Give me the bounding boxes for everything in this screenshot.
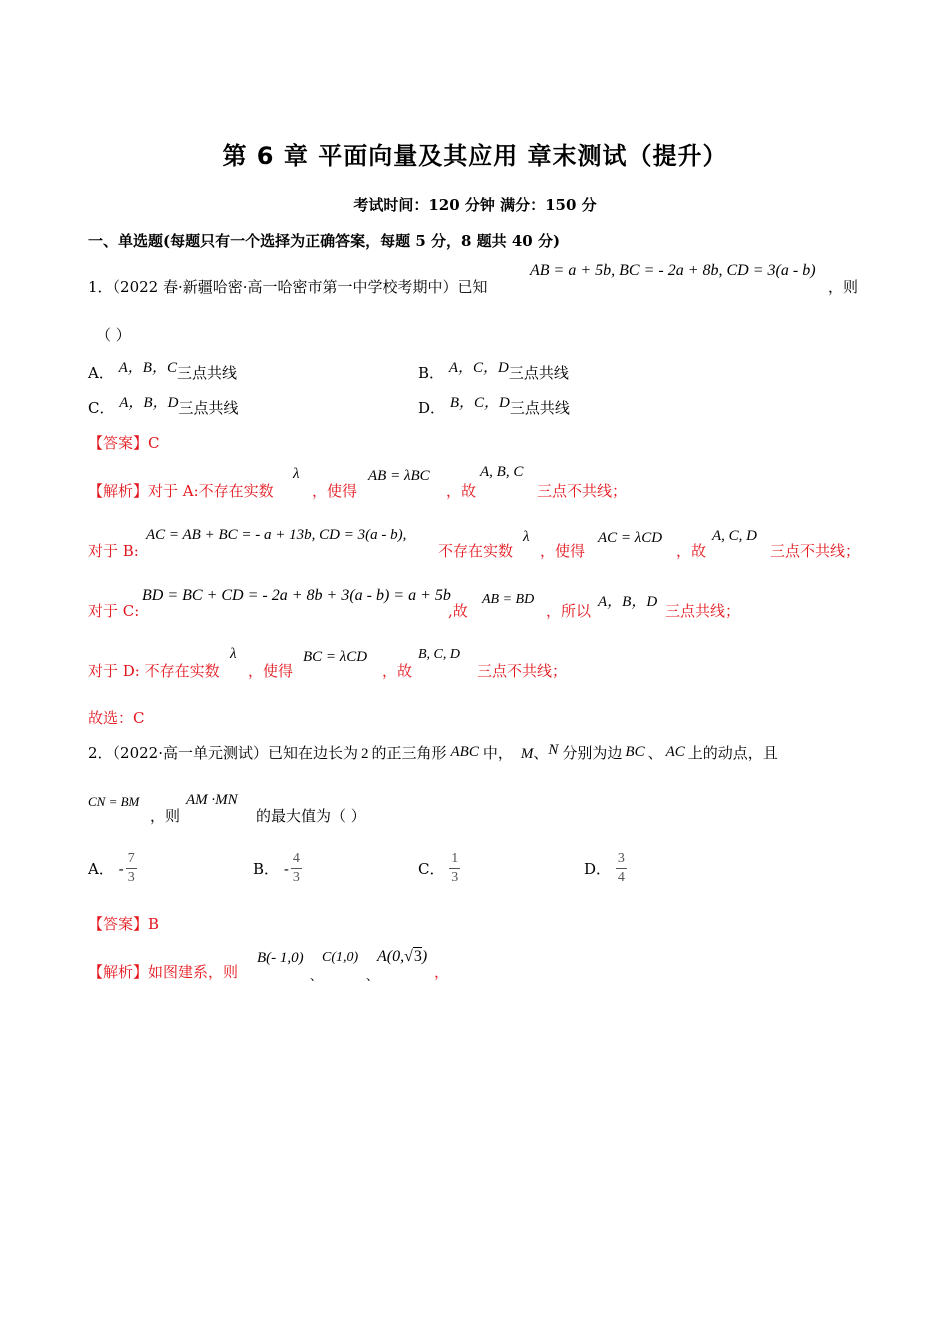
q1-source: （2022 春·新疆哈密·高一哈密市第一中学校考期中）已知 bbox=[112, 278, 488, 296]
q2-option-c-num: 1 bbox=[449, 850, 460, 869]
lambda-symbol: λ bbox=[293, 466, 300, 482]
q2-option-d bbox=[584, 850, 627, 887]
q2-option-b bbox=[253, 850, 302, 887]
q1-option-d-text: 三点共线 bbox=[509, 399, 570, 417]
q1-number: 1． bbox=[88, 278, 113, 296]
q2-option-b-label: B． bbox=[253, 860, 280, 878]
q2-stem bbox=[88, 742, 778, 763]
analysis-b-end: 三点不共线； bbox=[770, 542, 861, 560]
q2-text1: （2022·高一单元测试）已知在边长为 bbox=[112, 744, 358, 762]
analysis-b-gu: ，故 bbox=[676, 542, 707, 560]
q1-analysis-a bbox=[88, 480, 274, 501]
q2-analysis-tag: 【解析】 bbox=[88, 963, 149, 981]
q2-text4: 分别为边 bbox=[562, 744, 623, 762]
analysis-b-points: A, C, D bbox=[712, 528, 757, 544]
q2-option-a-label: A． bbox=[88, 860, 114, 878]
q1-option-a bbox=[88, 362, 237, 383]
q2-expression: AM ·MN bbox=[186, 792, 238, 808]
q2-sep-b: 、 bbox=[366, 969, 379, 983]
q2-option-d-label: D． bbox=[584, 860, 612, 878]
q1-option-d-label: D． bbox=[418, 399, 446, 417]
q2-option-d-fraction bbox=[616, 850, 627, 887]
q2-text7: 的最大值为（ ） bbox=[256, 807, 366, 825]
q2-option-a bbox=[88, 850, 137, 887]
q1-option-b-label: B． bbox=[418, 364, 445, 382]
q1-option-c-text: 三点共线 bbox=[178, 399, 239, 417]
analysis-a-points: A, B, C bbox=[480, 464, 524, 480]
q2-option-a-den: 3 bbox=[127, 870, 135, 885]
lambda-symbol-d: λ bbox=[230, 646, 237, 662]
analysis-a-mid: ，使得 bbox=[312, 482, 358, 500]
q1-option-b-text: 三点共线 bbox=[508, 364, 569, 382]
analysis-a-end: 三点不共线； bbox=[537, 482, 628, 500]
q2-analysis-text: 如图建系，则 bbox=[148, 963, 239, 981]
q1-option-a-label: A． bbox=[88, 364, 114, 382]
q2-point-a-root: 3 bbox=[413, 948, 422, 965]
q1-option-b-math: A，C，D bbox=[448, 360, 509, 376]
q2-analysis bbox=[88, 961, 238, 982]
q1-option-d bbox=[418, 397, 570, 418]
q2-answer: 【答案】B bbox=[88, 915, 160, 933]
q1-option-c bbox=[88, 397, 238, 418]
q1-answer: 【答案】C bbox=[88, 434, 160, 452]
q2-side-ac: AC bbox=[665, 744, 685, 760]
analysis-d-gu: ，故 bbox=[382, 662, 413, 680]
q1-option-b bbox=[418, 362, 569, 383]
q2-text5: 上的动点，且 bbox=[687, 744, 778, 762]
analysis-b-pre: 对于 B: bbox=[88, 542, 139, 560]
q1-paren: （ ） bbox=[96, 326, 131, 344]
analysis-c-points: A，B，D bbox=[598, 594, 658, 610]
q1-tail: ，则 bbox=[828, 278, 859, 296]
q2-text2: 的正三角形 bbox=[371, 744, 447, 762]
q2-sep-a: 、 bbox=[310, 969, 323, 983]
q2-text6: ，则 bbox=[150, 807, 181, 825]
q2-sep2: 、 bbox=[647, 744, 663, 762]
q2-option-d-num: 3 bbox=[616, 850, 627, 869]
q2-point-a-pre: A(0, bbox=[377, 948, 405, 965]
q2-point-a-post: ) bbox=[421, 948, 428, 965]
analysis-d-mid: ，使得 bbox=[248, 662, 294, 680]
q2-point-a-coord bbox=[377, 948, 427, 966]
analysis-b-mid: 不存在实数 bbox=[438, 542, 514, 560]
analysis-a-formula: AB = λBC bbox=[368, 468, 430, 484]
q2-condition: CN = BM bbox=[88, 794, 140, 809]
q2-point-n: N bbox=[548, 742, 559, 758]
q2-point-c-coord: C(1,0) bbox=[322, 950, 359, 965]
q2-side-bc: BC bbox=[625, 744, 645, 760]
sqrt-icon: √ bbox=[404, 948, 413, 965]
q2-option-c-label: C． bbox=[418, 860, 445, 878]
q2-option-b-neg: - bbox=[283, 859, 289, 878]
q2-option-c-fraction bbox=[449, 850, 460, 887]
analysis-c-pre: 对于 C: bbox=[88, 602, 140, 620]
analysis-c-formula2: AB = BD bbox=[482, 592, 535, 607]
q2-number: 2． bbox=[88, 744, 113, 762]
q2-option-a-fraction bbox=[126, 850, 137, 887]
q2-option-a-num: 7 bbox=[126, 850, 137, 869]
q2-option-c-den: 3 bbox=[451, 870, 459, 885]
q1-conclusion: 故选：C bbox=[88, 709, 145, 727]
analysis-d-end: 三点不共线； bbox=[477, 662, 568, 680]
analysis-b-mid2: ，使得 bbox=[540, 542, 586, 560]
q2-sep1: 、 bbox=[533, 744, 549, 762]
q1-formula: AB = a + 5b, BC = - 2a + 8b, CD = 3(a - b) bbox=[530, 262, 816, 279]
q2-option-a-neg: - bbox=[118, 859, 124, 878]
q2-option-d-den: 4 bbox=[617, 870, 625, 885]
q2-side-length: 2 bbox=[361, 746, 369, 762]
q2-point-b-coord: B(- 1,0) bbox=[257, 950, 304, 966]
analysis-a-pre: 对于 A:不存在实数 bbox=[148, 482, 274, 500]
exam-info: 考试时间：120 分钟 满分：150 分 bbox=[353, 196, 597, 214]
analysis-d-points: B, C, D bbox=[418, 647, 460, 662]
q2-option-b-fraction bbox=[291, 850, 302, 887]
q1-option-a-text: 三点共线 bbox=[176, 364, 237, 382]
analysis-d-formula: BC = λCD bbox=[303, 649, 368, 665]
page-title: 第 6 章 平面向量及其应用 章末测试（提升） bbox=[222, 142, 728, 170]
q2-triangle: ABC bbox=[450, 744, 479, 760]
analysis-c-so: ，所以 bbox=[546, 602, 592, 620]
q2-text3: 中， bbox=[482, 744, 513, 762]
q1-option-c-math: A，B，D bbox=[119, 395, 179, 411]
analysis-c-end: 三点共线； bbox=[665, 602, 741, 620]
analysis-d-pre: 对于 D: 不存在实数 bbox=[88, 662, 220, 680]
q1-stem bbox=[88, 276, 488, 297]
lambda-symbol-b: λ bbox=[523, 529, 530, 545]
q1-option-c-label: C． bbox=[88, 399, 115, 417]
q2-point-m: M bbox=[520, 746, 534, 762]
analysis-a-gu: ，故 bbox=[446, 482, 477, 500]
analysis-b-formula2: AC = λCD bbox=[598, 530, 663, 546]
q2-analysis-comma: ， bbox=[434, 963, 450, 981]
q1-option-d-math: B，C，D bbox=[449, 395, 510, 411]
analysis-c-gu: ,故 bbox=[448, 602, 468, 620]
analysis-b-formula: AC = AB + BC = - a + 13b, CD = 3(a - b), bbox=[146, 527, 407, 543]
analysis-c-formula: BD = BC + CD = - 2a + 8b + 3(a - b) = a + 5b bbox=[142, 587, 451, 604]
q2-option-c bbox=[418, 850, 460, 887]
q1-option-a-math: A，B，C bbox=[118, 360, 177, 376]
analysis-tag: 【解析】 bbox=[88, 482, 149, 500]
q2-option-b-num: 4 bbox=[291, 850, 302, 869]
section-heading: 一、单选题(每题只有一个选择为正确答案，每题 5 分，8 题共 40 分) bbox=[88, 232, 561, 250]
q2-option-b-den: 3 bbox=[292, 870, 300, 885]
